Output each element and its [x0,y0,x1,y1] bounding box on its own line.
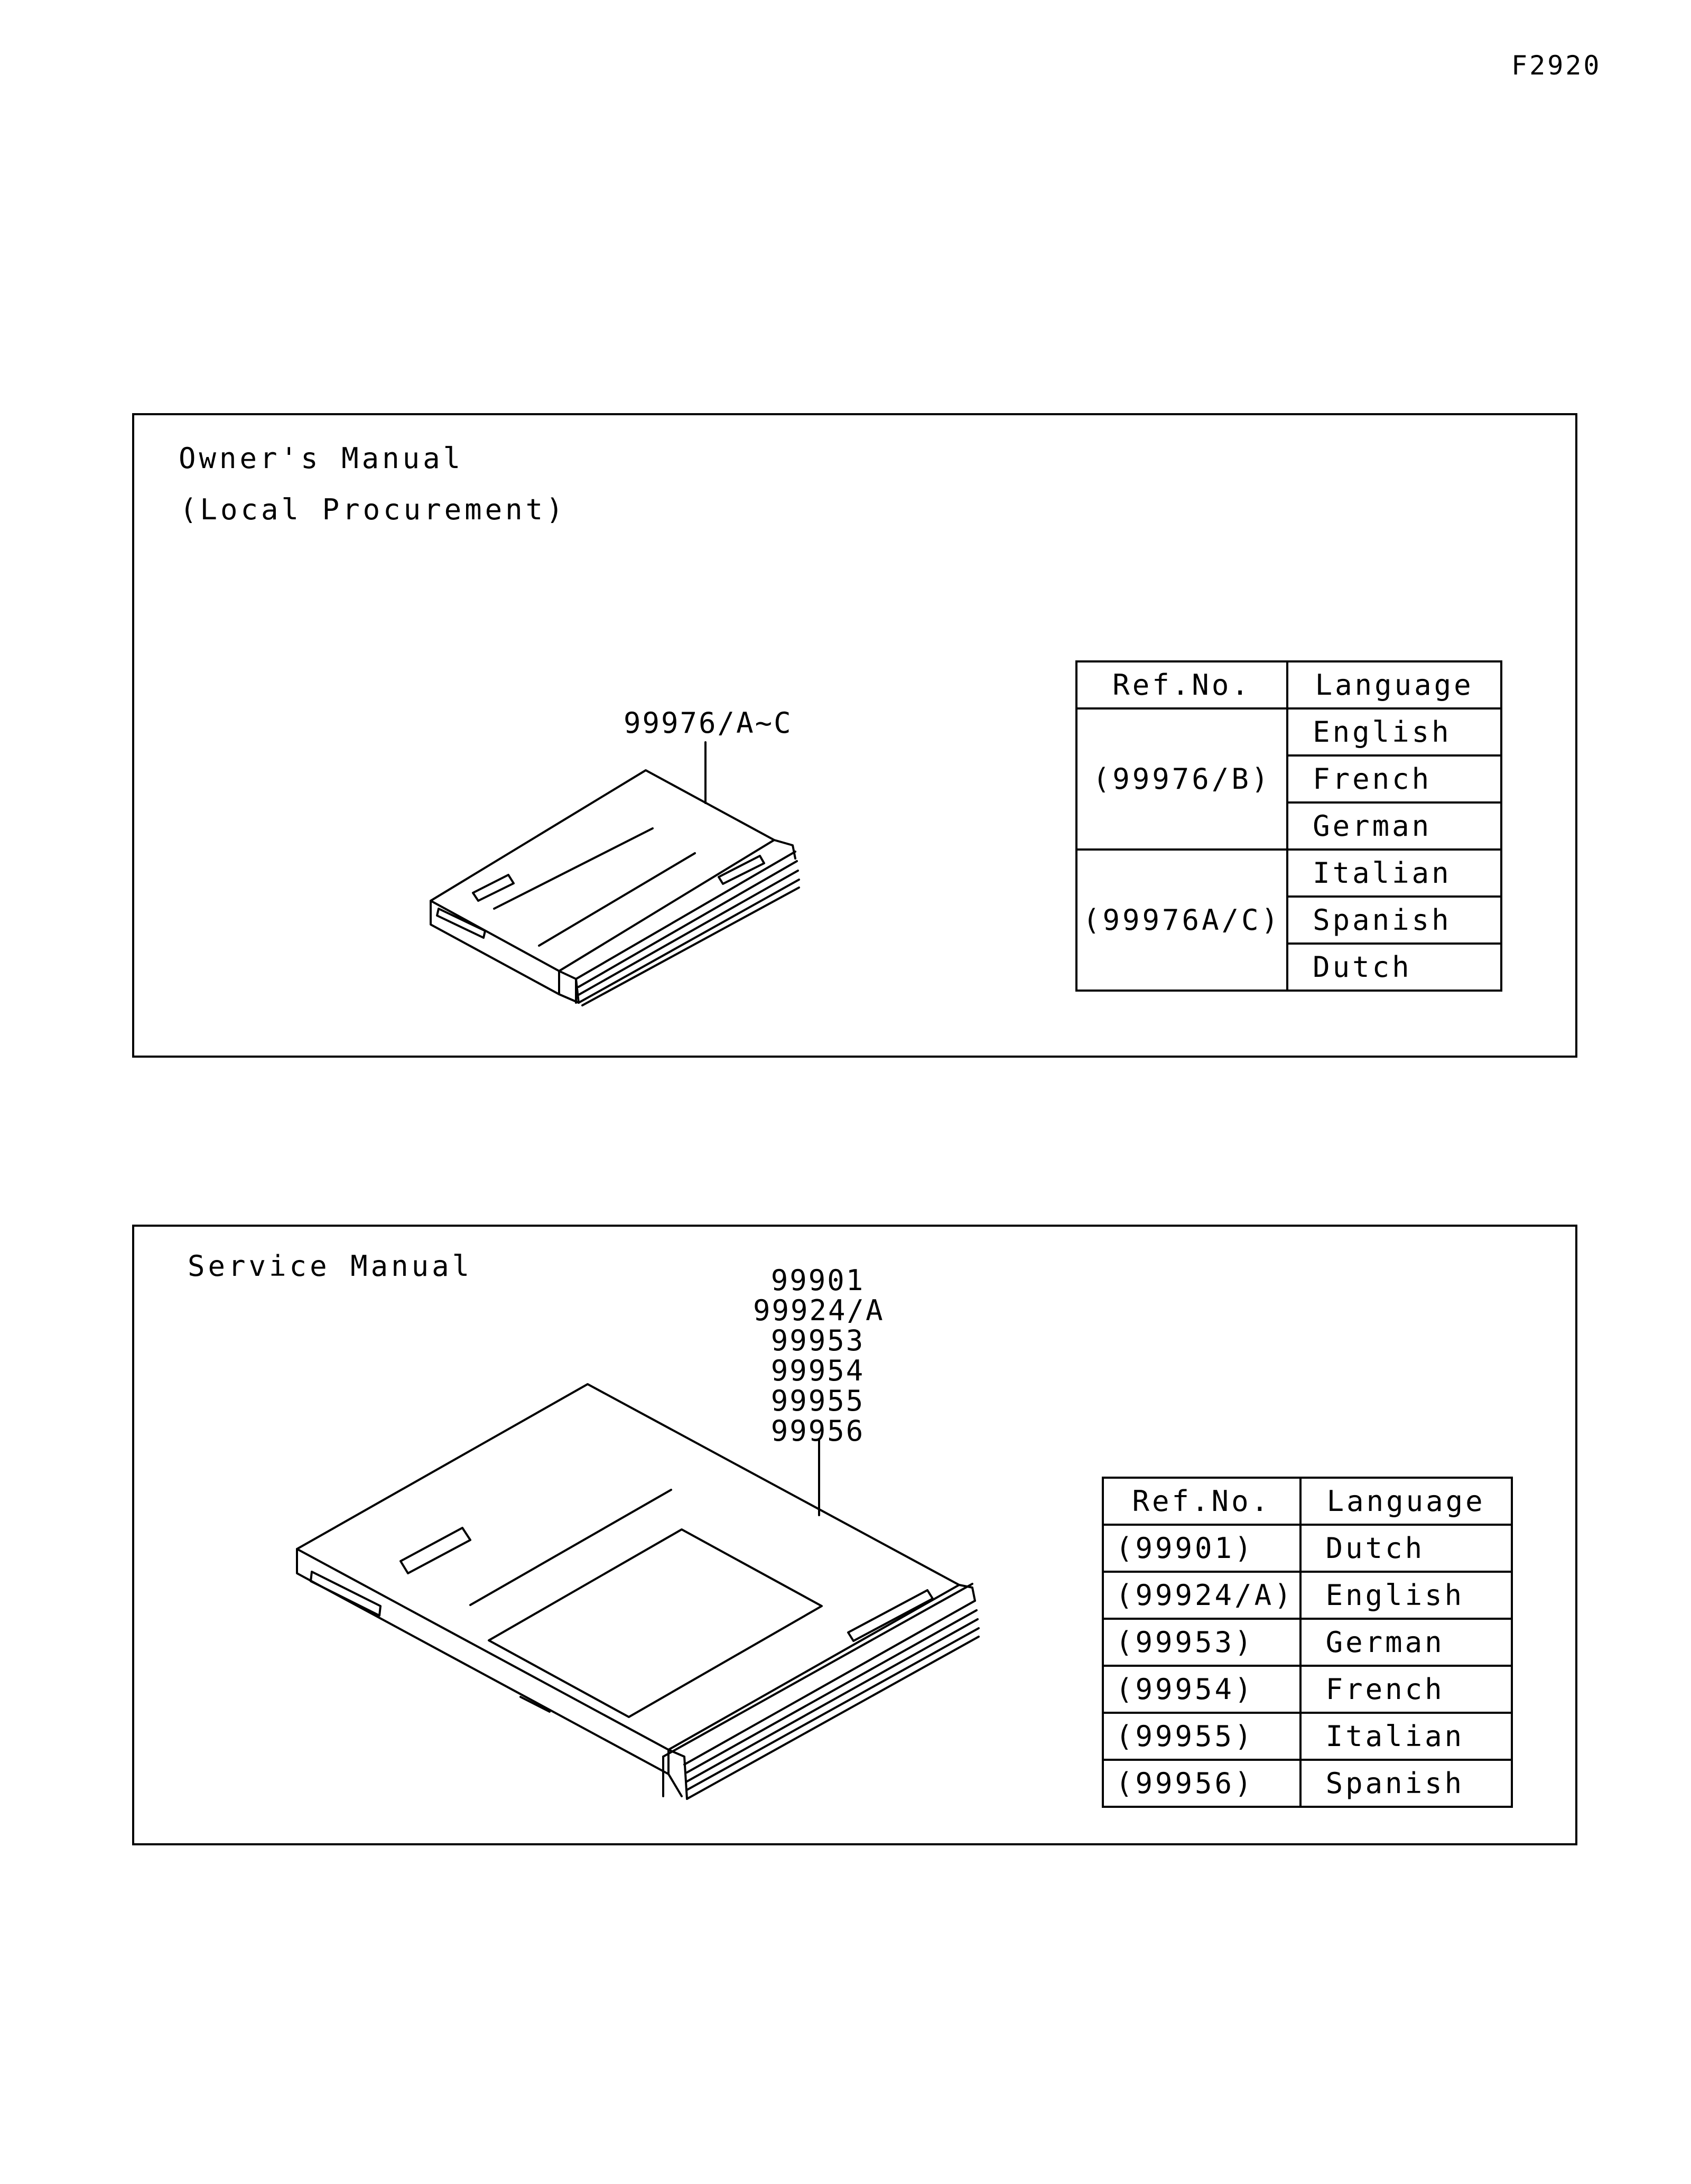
language-cell: Spanish [1287,897,1501,944]
language-cell: French [1300,1666,1512,1713]
ref-cell: (99956) [1103,1760,1300,1807]
language-cell: German [1287,802,1501,850]
callout-number: 99954 [770,1354,865,1387]
service-manual-title: Service Manual [188,1249,473,1283]
language-cell: Italian [1287,850,1501,897]
language-header: Language [1287,661,1501,708]
callout-number: 99956 [770,1414,865,1448]
language-cell: English [1300,1572,1512,1619]
ref-cell: (99955) [1103,1713,1300,1760]
language-cell: Dutch [1300,1525,1512,1572]
ref-cell: (99976/B) [1076,708,1287,850]
ref-cell: (99954) [1103,1666,1300,1713]
language-header: Language [1300,1478,1512,1525]
figure-code: F2920 [1511,50,1602,81]
callout-number: 99953 [770,1324,865,1357]
ref-cell: (99976A/C) [1076,850,1287,991]
owner-manual-title: Owner's Manual [179,442,464,475]
service-manual-book-icon [297,1384,979,1799]
callout-number: 99955 [770,1384,865,1417]
language-cell: French [1287,755,1501,802]
language-cell: Italian [1300,1713,1512,1760]
owners-manual-book-icon [431,742,799,1005]
callout-number: 99924/A [753,1294,885,1327]
owner-manual-callout: 99976/A~C [624,706,793,740]
callout-number: 99901 [770,1264,865,1297]
ref-no-header: Ref.No. [1103,1478,1300,1525]
language-cell: Dutch [1287,944,1501,991]
ref-no-header: Ref.No. [1076,661,1287,708]
language-cell: Spanish [1300,1760,1512,1807]
owner-manual-subtitle: (Local Procurement) [180,493,566,526]
language-cell: English [1287,708,1501,755]
ref-cell: (99901) [1103,1525,1300,1572]
ref-cell: (99924/A) [1103,1572,1300,1619]
language-cell: German [1300,1619,1512,1666]
ref-cell: (99953) [1103,1619,1300,1666]
